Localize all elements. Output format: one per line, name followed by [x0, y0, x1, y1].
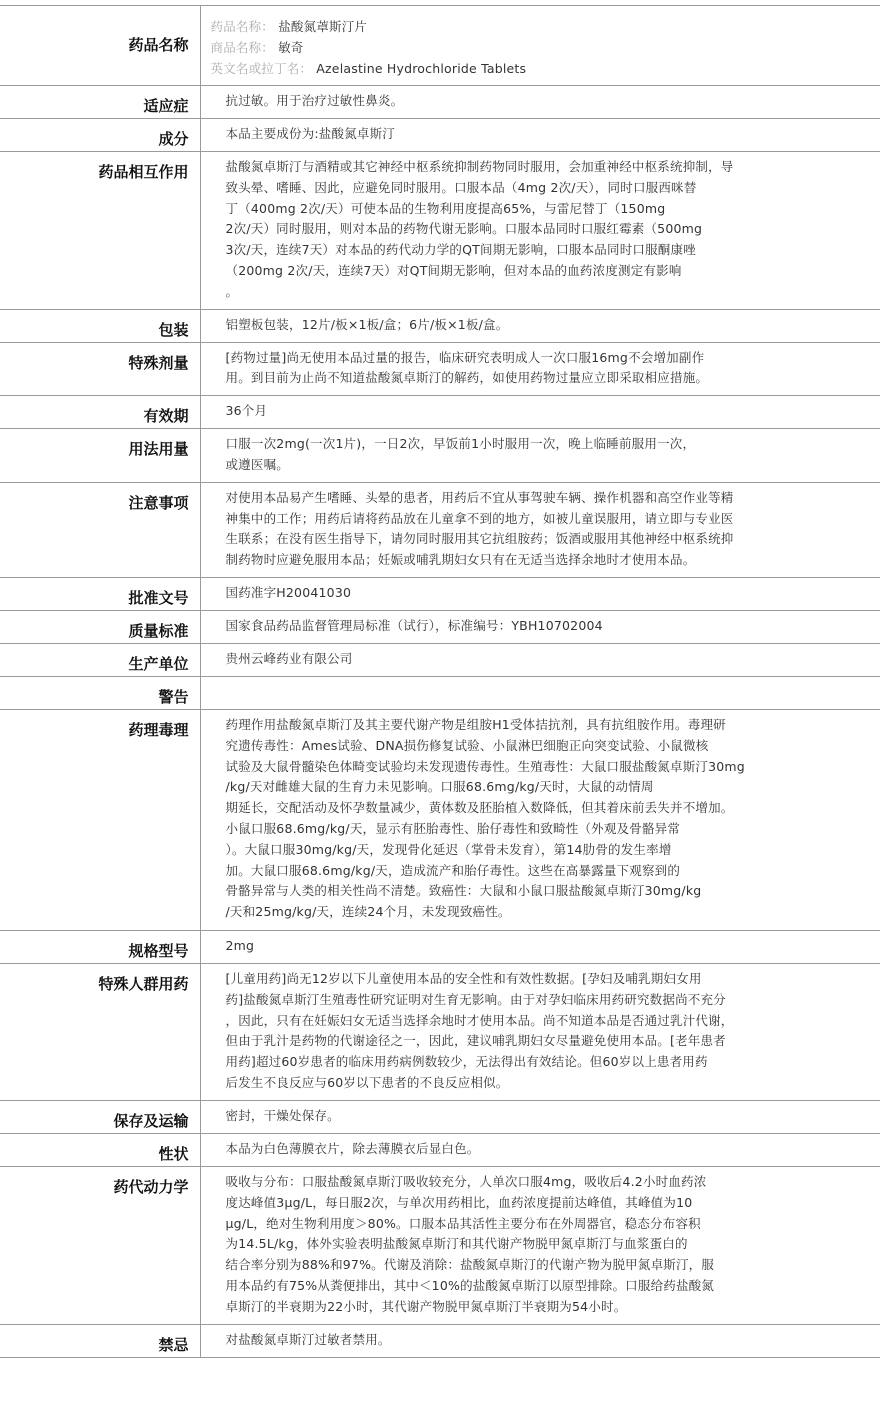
value-line: 小鼠口服68.6mg/kg/天，显示有胚胎毒性、胎仔毒性和致畸性（外观及骨骼异常 [225, 820, 681, 836]
row-value [200, 6, 880, 86]
value-line: 用。到目前为止尚不知道盐酸氮卓斯汀的解药，如使用药物过量应立即采取相应措施。 [225, 370, 709, 386]
value-line: ）。大鼠口服30mg/kg/天，发现骨化延迟（掌骨未发育），第14肋骨的发生率增 [225, 841, 672, 857]
value-line: 2mg [225, 937, 255, 953]
value-line: 药]盐酸氮卓斯汀生殖毒性研究证明对生育无影响。由于对孕妇临床用药研究数据尚不充分 [225, 991, 726, 1007]
row-value [200, 482, 880, 577]
row-value [200, 963, 880, 1100]
row-label: 成分 [0, 119, 200, 152]
value-line: 究遗传毒性：Ames试验、DNA损伤修复试验、小鼠淋巴细胞正向突变试验、小鼠微核 [225, 737, 709, 753]
value-line: ，因此，只有在妊娠妇女无适当选择余地时才使用本品。尚不知道本品是否通过乳汁代谢， [225, 1012, 734, 1028]
info-row [0, 342, 880, 396]
row-value [200, 676, 880, 709]
value-line: [儿童用药]尚无12岁以下儿童使用本品的安全性和有效性数据。[孕妇及哺乳期妇女用 [225, 970, 702, 986]
row-value [200, 610, 880, 643]
row-value [200, 709, 880, 930]
value-line: 贵州云峰药业有限公司 [225, 650, 353, 666]
value-line: 国药准字H20041030 [225, 584, 352, 600]
value-line: /kg/天对雌雄大鼠的生育力未见影响。口服68.6mg/kg/天时，大鼠的动情周 [225, 779, 654, 795]
row-label: 药品相互作用 [0, 152, 200, 310]
row-value [200, 86, 880, 119]
value-line: 铝塑板包装，12片/板×1板/盒；6片/板×1板/盒。 [225, 316, 509, 332]
row-value [200, 1100, 880, 1133]
row-label: 药理毒理 [0, 709, 200, 930]
row-label: 性状 [0, 1133, 200, 1166]
row-label: 保存及运输 [0, 1100, 200, 1133]
row-label: 适应症 [0, 86, 200, 119]
row-label: 特殊剂量 [0, 342, 200, 396]
value-line: 后发生不良反应与60岁以下患者的不良反应相似。 [225, 1074, 509, 1090]
value-line: 3次/天，连续7天）对本品的药代动力学的QT间期无影响，口服本品同时口服酮康唑 [225, 242, 696, 258]
row-value [200, 1324, 880, 1357]
value-line: 。 [225, 283, 239, 299]
value-line: 盐酸氮卓斯汀与酒精或其它神经中枢系统抑制药物同时服用，会加重神经中枢系统抑制，导 [225, 159, 734, 174]
value-line: /天和25mg/kg/天，连续24个月，未发现致癌性。 [225, 904, 511, 920]
value-line: （200mg 2次/天，连续7天）对QT间期无影响，但对本品的血药浓度测定有影响 [225, 262, 682, 278]
info-row [0, 152, 880, 310]
info-row [0, 643, 880, 676]
row-value [200, 119, 880, 152]
row-label: 药代动力学 [0, 1166, 200, 1324]
row-value [200, 429, 880, 483]
info-row [0, 119, 880, 152]
value-line: 本品主要成份为:盐酸氮卓斯汀 [225, 126, 396, 141]
info-row [0, 709, 880, 930]
drug-info-body [0, 6, 880, 1358]
value-line: 对盐酸氮卓斯汀过敏者禁用。 [225, 1331, 391, 1347]
info-row [0, 930, 880, 963]
value-line: 试验及大鼠骨髓染色体畸变试验均未发现遗传毒性。生殖毒性：大鼠口服盐酸氮卓斯汀30mg [225, 758, 745, 774]
value-line: 卓斯汀的半衰期为22小时，其代谢产物脱甲氮卓斯汀半衰期为54小时。 [225, 1298, 627, 1314]
value-line: 抗过敏。用于治疗过敏性鼻炎。 [225, 93, 404, 108]
row-label: 警告 [0, 676, 200, 709]
generic-name-value: 盐酸氮䓬斯汀片 [278, 19, 368, 34]
info-row [0, 610, 880, 643]
row-label: 质量标准 [0, 610, 200, 643]
info-row [0, 309, 880, 342]
value-line: 加。大鼠口服68.6mg/kg/天，造成流产和胎仔毒性。这些在高暴露量下观察到的 [225, 862, 681, 878]
value-line: 口服一次2mg(一次1片)，一日2次，早饭前1小时服用一次，晚上临睡前服用一次， [225, 436, 696, 452]
english-name-key: 英文名或拉丁名： [210, 61, 313, 76]
info-row [0, 577, 880, 610]
english-name-value: Azelastine Hydrochloride Tablets [316, 61, 527, 76]
row-value [200, 930, 880, 963]
row-value [200, 396, 880, 429]
value-line: 神集中的工作；用药后请将药品放在儿童拿不到的地方，如被儿童误服用，请立即与专业医 [225, 510, 734, 526]
value-line: 密封，干燥处保存。 [225, 1107, 340, 1123]
value-line: 骨骼异常与人类的相关性尚不清楚。致癌性：大鼠和小鼠口服盐酸氮卓斯汀30mg/kg [225, 883, 702, 899]
row-value [200, 1133, 880, 1166]
row-label: 注意事项 [0, 482, 200, 577]
info-row [0, 1133, 880, 1166]
trade-name-key: 商品名称： [210, 40, 275, 55]
info-row [0, 482, 880, 577]
value-line: 2次/天）同时服用，则对本品的药物代谢无影响。口服本品同时口服红霉素（500mg [225, 221, 703, 237]
value-line: [药物过量]尚无使用本品过量的报告，临床研究表明成人一次口服16mg不会增加副作 [225, 349, 705, 365]
row-label: 有效期 [0, 396, 200, 429]
row-value [200, 577, 880, 610]
row-label: 用法用量 [0, 429, 200, 483]
row-value [200, 152, 880, 310]
value-line: 致头晕、嗜睡、因此，应避免同时服用。口服本品（4mg 2次/天），同时口服西咪替 [225, 179, 697, 195]
generic-name-key: 药品名称： [210, 19, 275, 34]
trade-name-value: 敏奇 [278, 40, 304, 55]
value-line: 为14.5L/kg，体外实验表明盐酸氮卓斯汀和其代谢产物脱甲氮卓斯汀与血浆蛋白的 [225, 1236, 688, 1252]
value-line: 结合率分别为88%和97%。代谢及消除：盐酸氮卓斯汀的代谢产物为脱甲氮卓斯汀，服 [225, 1257, 715, 1273]
row-label: 特殊人群用药 [0, 963, 200, 1100]
value-line: 或遵医嘱。 [225, 456, 290, 472]
value-line: 期延长，交配活动及怀孕数量减少，黄体数及胚胎植入数降低，但其着床前丢失并不增加。 [225, 800, 734, 816]
info-row [0, 86, 880, 119]
row-label: 生产单位 [0, 643, 200, 676]
value-line: 药理作用盐酸氮卓斯汀及其主要代谢产物是组胺H1受体拮抗剂，具有抗组胺作用。毒理研 [225, 716, 726, 732]
value-line: 36个月 [225, 403, 268, 419]
value-line: 用本品约有75%从粪便排出，其中＜10%的盐酸氮卓斯汀以原型排除。口服给药盐酸氮 [225, 1277, 715, 1293]
generic-name-line [211, 16, 869, 37]
row-label: 批准文号 [0, 577, 200, 610]
row-value [200, 1166, 880, 1324]
value-line: 丁（400mg 2次/天）可使本品的生物利用度提高65%，与雷尼替丁（150mg [225, 200, 666, 216]
info-row [0, 1324, 880, 1357]
value-line: μg/L，绝对生物利用度＞80%。口服本品其活性主要分布在外周器官，稳态分布容积 [225, 1215, 701, 1231]
row-label: 禁忌 [0, 1324, 200, 1357]
info-row [0, 396, 880, 429]
info-row [0, 676, 880, 709]
value-line: 制药物时应避免服用本品；妊娠或哺乳期妇女只有在无适当选择余地时才使用本品。 [225, 552, 696, 568]
row-label: 药品名称 [0, 6, 200, 86]
row-label: 规格型号 [0, 930, 200, 963]
row-value [200, 309, 880, 342]
value-line: 生联系；在没有医生指导下，请勿同时服用其它抗组胺药；饭酒或服用其他神经中枢系统抑 [225, 531, 734, 547]
row-value [200, 643, 880, 676]
row-value [200, 342, 880, 396]
info-row [0, 963, 880, 1100]
trade-name-line [211, 37, 869, 58]
value-line: 对使用本品易产生嗜睡、头晕的患者，用药后不宜从事驾驶车辆、操作机器和高空作业等精 [225, 489, 734, 505]
info-row [0, 429, 880, 483]
value-line: 本品为白色薄膜衣片，除去薄膜衣后显白色。 [225, 1140, 480, 1156]
english-name-line [211, 58, 869, 79]
value-line: 用药]超过60岁患者的临床用药病例数较少，无法得出有效结论。但60岁以上患者用药 [225, 1054, 708, 1070]
value-line: 吸收与分布：口服盐酸氮卓斯汀吸收较充分，人单次口服4mg，吸收后4.2小时血药浓 [225, 1173, 707, 1189]
info-row [0, 1100, 880, 1133]
drug-info-table [0, 5, 880, 1358]
row-drug-name [0, 6, 880, 86]
value-line: 但由于乳汁是药物的代谢途径之一，因此，建议哺乳期妇女尽量避免使用本品。[老年患者 [225, 1033, 726, 1049]
row-label: 包装 [0, 309, 200, 342]
value-line: 度达峰值3μg/L，每日服2次，与单次用药相比，血药浓度提前达峰值，其峰值为10 [225, 1194, 693, 1210]
info-row [0, 1166, 880, 1324]
value-line: 国家食品药品监督管理局标准（试行），标准编号：YBH10702004 [225, 617, 603, 633]
